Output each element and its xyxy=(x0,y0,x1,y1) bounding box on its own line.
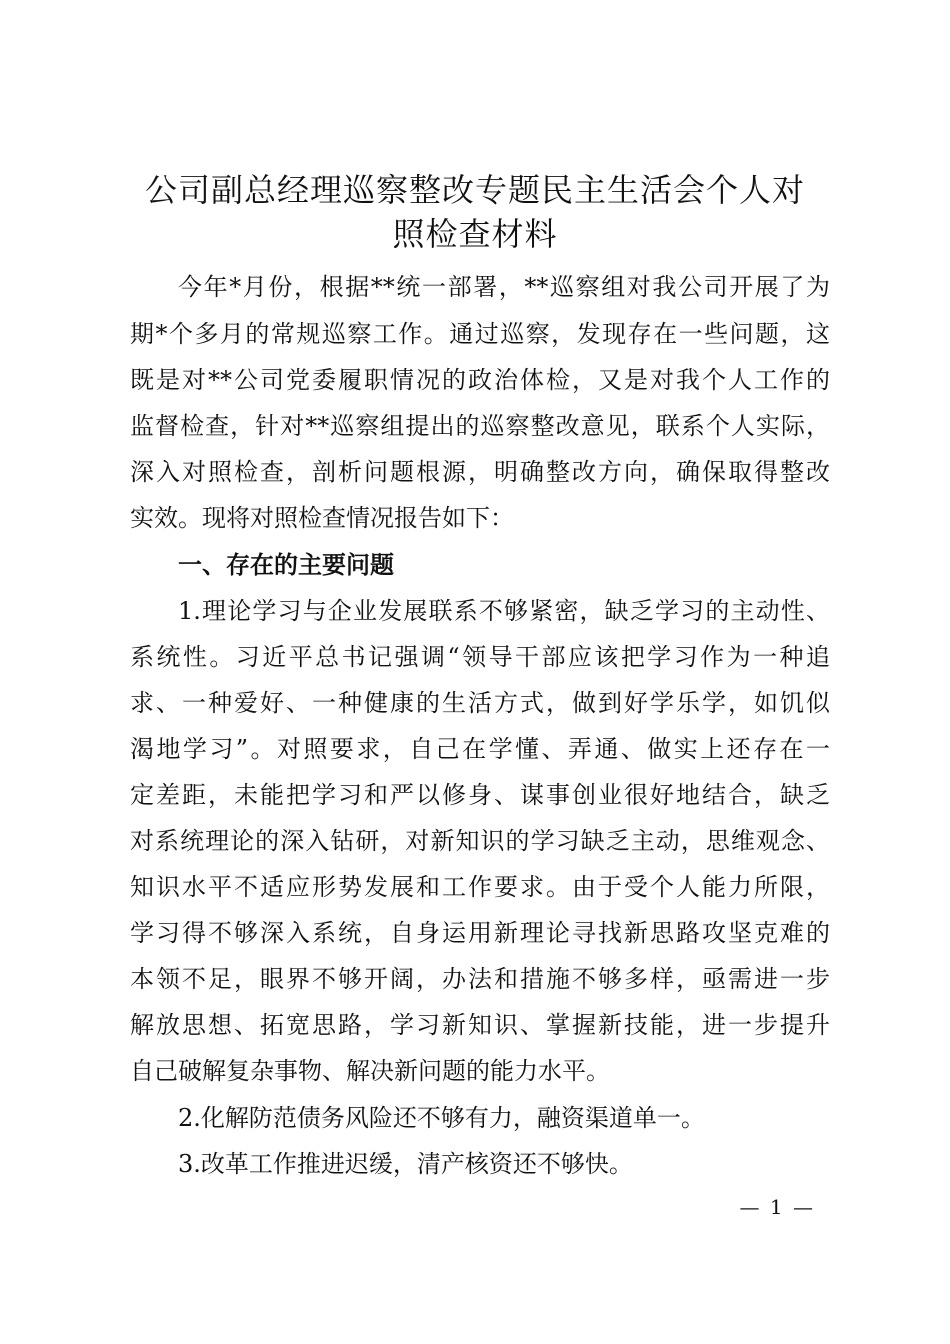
item-3: 3.改革工作推进迟缓，清产核资还不够快。 xyxy=(178,1150,633,1178)
item1-line-3: 求、一种爱好、一种健康的生活方式，做到好学乐学，如饥似 xyxy=(130,689,830,717)
intro-line-6: 实效。现将对照检查情况报告如下： xyxy=(130,504,514,532)
item1-line-8: 学习得不够深入系统，自身运用新理论寻找新思路攻坚克难的 xyxy=(130,919,830,947)
item1-line-1: 1.理论学习与企业发展联系不够紧密，缺乏学习的主动性、 xyxy=(178,597,830,625)
item1-line-4: 渴地学习”。对照要求，自己在学懂、弄通、做实上还存在一 xyxy=(130,735,830,763)
intro-line-4: 监督检查，针对**巡察组提出的巡察整改意见，联系个人实际， xyxy=(130,412,830,440)
item1-line-7: 知识水平不适应形势发展和工作要求。由于受个人能力所限， xyxy=(130,873,830,901)
item1-line-6: 对系统理论的深入钻研，对新知识的学习缺乏主动，思维观念、 xyxy=(130,827,830,855)
intro-line-2: 期*个多月的常规巡察工作。通过巡察，发现存在一些问题，这 xyxy=(130,320,830,348)
item1-line-11: 自己破解复杂事物、解决新问题的能力水平。 xyxy=(130,1057,610,1085)
intro-line-3: 既是对**公司党委履职情况的政治体检，又是对我个人工作的 xyxy=(130,366,830,394)
section-heading: 一、存在的主要问题 xyxy=(178,551,394,579)
title-line-1: 公司副总经理巡察整改专题民主生活会个人对 xyxy=(144,171,805,209)
title-line-2: 照检查材料 xyxy=(392,215,558,253)
document-title xyxy=(118,168,832,256)
item1-line-5: 定差距，未能把学习和严以修身、谋事创业很好地结合，缺乏 xyxy=(130,781,830,809)
item-2: 2.化解防范债务风险还不够有力，融资渠道单一。 xyxy=(178,1104,705,1132)
item1-line-10: 解放思想、拓宽思路，学习新知识、掌握新技能，进一步提升 xyxy=(130,1011,830,1039)
item1-line-2: 系统性。习近平总书记强调“领导干部应该把学习作为一种追 xyxy=(130,643,830,671)
item1-line-9: 本领不足，眼界不够开阔，办法和措施不够多样，亟需进一步 xyxy=(130,965,830,993)
intro-line-1: 今年*月份，根据**统一部署，**巡察组对我公司开展了为 xyxy=(178,273,830,301)
intro-line-5: 深入对照检查，剖析问题根源，明确整改方向，确保取得整改 xyxy=(130,458,830,486)
page-number: — 1 — xyxy=(739,1195,815,1219)
